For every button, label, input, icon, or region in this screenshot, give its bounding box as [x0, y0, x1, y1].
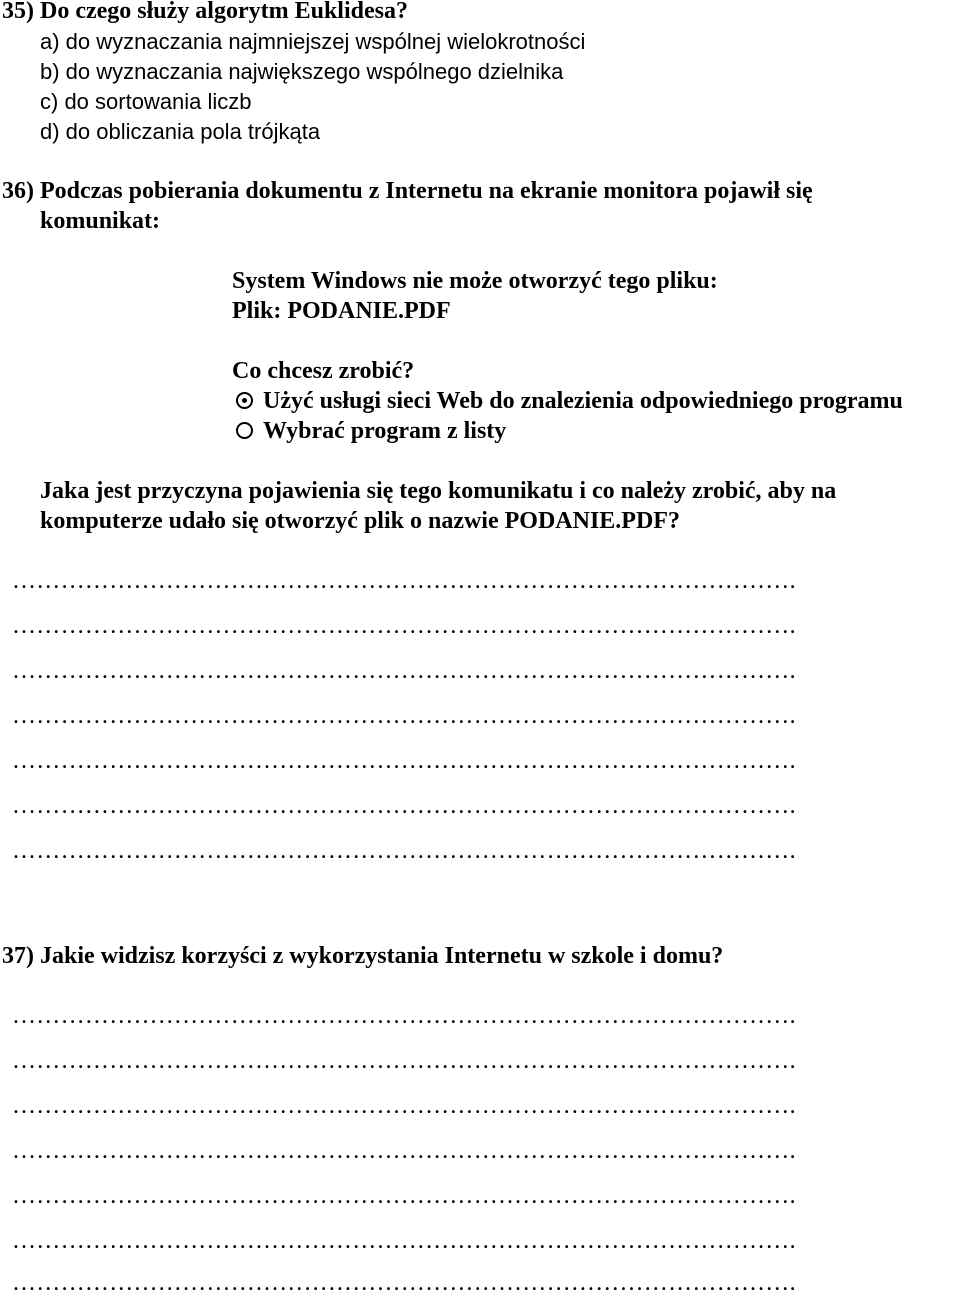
- question-35-option-c: c) do sortowania liczb: [40, 89, 252, 114]
- answer-line[interactable]: …………………………………………………………………………………….: [12, 838, 796, 864]
- answer-line[interactable]: …………………………………………………………………………………….: [12, 568, 796, 594]
- dialog-option-web-label: Użyć usługi sieci Web do znalezienia odpowiedniego programu: [263, 388, 903, 414]
- answer-line[interactable]: …………………………………………………………………………………….: [12, 703, 796, 729]
- question-36-title-line2: komunikat:: [40, 208, 161, 234]
- answer-line[interactable]: …………………………………………………………………………………….: [12, 793, 796, 819]
- radio-checked-icon[interactable]: [236, 392, 253, 409]
- question-36-prompt-line2: komputerze udało się otworzyć plik o nazwie PODANIE.PDF?: [40, 508, 680, 534]
- answer-line[interactable]: …………………………………………………………………………………….: [12, 1183, 796, 1209]
- question-35-option-a: a) do wyznaczania najmniejszej wspólnej wielokrotności: [40, 29, 586, 54]
- radio-unchecked-icon[interactable]: [236, 422, 253, 439]
- answer-line[interactable]: …………………………………………………………………………………….: [12, 1228, 796, 1254]
- dialog-message-line2: Plik: PODANIE.PDF: [232, 298, 451, 324]
- answer-line[interactable]: …………………………………………………………………………………….: [12, 1138, 796, 1164]
- question-35-option-d: d) do obliczania pola trójkąta: [40, 119, 321, 144]
- dialog-message-line1: System Windows nie może otworzyć tego pliku:: [232, 268, 718, 294]
- answer-line[interactable]: …………………………………………………………………………………….: [12, 613, 796, 639]
- answer-line[interactable]: …………………………………………………………………………………….: [12, 1093, 796, 1119]
- dialog-prompt: Co chcesz zrobić?: [232, 358, 415, 384]
- answer-line[interactable]: …………………………………………………………………………………….: [12, 1048, 796, 1074]
- dialog-option-list-label: Wybrać program z listy: [263, 418, 507, 444]
- dialog-option-list[interactable]: [236, 416, 506, 446]
- question-35-option-b: b) do wyznaczania największego wspólnego dzielnika: [40, 59, 564, 84]
- question-36-title-line1: 36) Podczas pobierania dokumentu z Internetu na ekranie monitora pojawił się: [2, 178, 813, 204]
- dialog-option-web[interactable]: [236, 386, 903, 416]
- answer-line[interactable]: …………………………………………………………………………………….: [12, 748, 796, 774]
- question-36-prompt-line1: Jaka jest przyczyna pojawienia się tego komunikatu i co należy zrobić, aby na: [40, 478, 837, 504]
- answer-line[interactable]: …………………………………………………………………………………….: [12, 1270, 796, 1296]
- question-35-title: 35) Do czego służy algorytm Euklidesa?: [2, 0, 408, 24]
- question-37-title: 37) Jakie widzisz korzyści z wykorzystania Internetu w szkole i domu?: [2, 943, 724, 969]
- answer-line[interactable]: …………………………………………………………………………………….: [12, 658, 796, 684]
- answer-line[interactable]: …………………………………………………………………………………….: [12, 1003, 796, 1029]
